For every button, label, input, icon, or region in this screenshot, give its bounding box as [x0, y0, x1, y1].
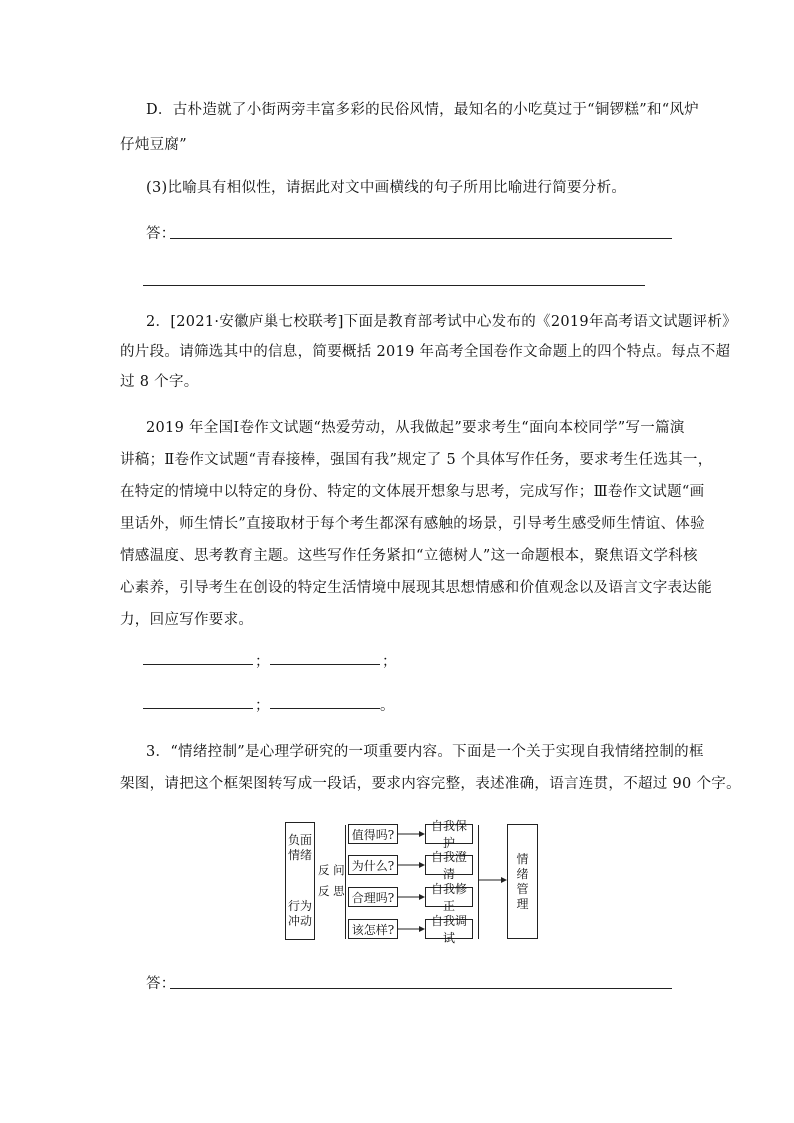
passage-line: 2019 年全国Ⅰ卷作文试题“热爱劳动，从我做起”要求考生“面向本校同学”写一篇演	[146, 420, 685, 436]
passage-line: 力，回应写作要求。	[120, 612, 254, 628]
result-char: 管	[516, 881, 529, 896]
action-box: 自我修正	[425, 887, 473, 907]
semicolon: ；	[382, 654, 397, 670]
left-top-text-2: 情绪	[287, 848, 312, 862]
action-box: 自我澄清	[425, 855, 473, 875]
passage-line: 心素养，引导考生在创设的特定生活情境中展现其思想情感和价值观念以及语言文字表达能	[120, 580, 712, 596]
question-box: 该怎样?	[348, 919, 398, 939]
q2-line2: 的片段。请筛选其中的信息，简要概括 2019 年高考全国卷作文命题上的四个特点。每点不超	[120, 344, 731, 360]
left-bottom-text-2: 冲动	[287, 914, 312, 928]
passage-line: 里话外，师生情长”直接取材于每个考生都深有感触的场景，引导考生感受师生情谊、体验	[120, 516, 705, 532]
question-box: 为什么?	[348, 855, 398, 875]
semicolon: ；	[255, 698, 270, 714]
action-box: 自我保护	[425, 824, 473, 844]
answer-label: 答：	[146, 976, 176, 992]
sub-question-3: (3)比喻具有相似性，请据此对文中画横线的句子所用比喻进行简要分析。	[146, 180, 627, 196]
q3-line1: 3．“情绪控制”是心理学研究的一项重要内容。下面是一个关于实现自我情绪控制的框	[146, 744, 704, 760]
result-char: 绪	[516, 866, 529, 881]
option-d-line1: D．古朴造就了小街两旁丰富多彩的民俗风情，最知名的小吃莫过于“铜锣糕”和“风炉	[146, 102, 700, 118]
result-char: 情	[516, 851, 529, 866]
reflect-question-label: 反 问	[318, 863, 345, 877]
passage-line: 在特定的情境中以特定的身份、特定的文体展开想象与思考，完成写作；Ⅲ卷作文试题“画	[120, 484, 705, 500]
passage-line: 讲稿；Ⅱ卷作文试题“青春接棒，强国有我”规定了 5 个具体写作任务，要求考生任选其一，	[120, 452, 713, 468]
option-d-line2: 仔炖豆腐”	[120, 137, 187, 153]
semicolon: ；	[255, 654, 270, 670]
answer-label: 答：	[146, 226, 176, 242]
q2-line3: 过 8 个字。	[120, 374, 199, 390]
action-box: 自我调试	[425, 919, 473, 939]
result-box	[507, 824, 538, 939]
question-box: 值得吗?	[348, 824, 398, 844]
left-bottom-text-1: 行为	[287, 899, 312, 913]
passage-line: 情感温度、思考教育主题。这些写作任务紧扣“立德树人”这一命题根本，聚焦语文学科核	[120, 548, 698, 564]
period: 。	[380, 698, 395, 714]
left-top-text-1: 负面	[287, 833, 312, 847]
result-char: 理	[516, 896, 529, 911]
question-box: 合理吗?	[348, 887, 398, 907]
reflect-think-label: 反 思	[318, 884, 345, 898]
answer-line-q3[interactable]	[170, 988, 672, 989]
q3-line2: 架图，请把这个框架图转写成一段话，要求内容完整，表述准确，语言连贯，不超过 90 个字。	[120, 776, 741, 792]
q2-line1: 2．[2021·安徽庐巢七校联考]下面是教育部考试中心发布的《2019年高考语文试题评析》	[146, 314, 737, 330]
